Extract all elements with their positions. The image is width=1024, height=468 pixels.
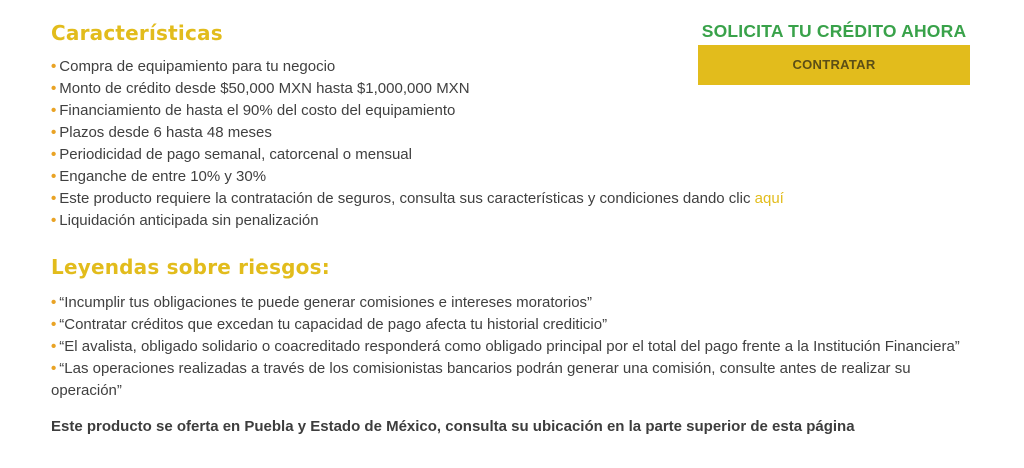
list-item: • “Incumplir tus obligaciones te puede generar comisiones e intereses moratorios” (51, 294, 593, 311)
bullet-icon: • (51, 212, 57, 229)
list-item: • Compra de equipamiento para tu negocio (51, 58, 336, 75)
list-item: • Monto de crédito desde $50,000 MXN hasta $1,000,000 MXN (51, 80, 470, 97)
list-item: • Enganche de entre 10% y 30% (51, 168, 267, 185)
bullet-icon: • (51, 190, 57, 207)
list-item: • “Contratar créditos que excedan tu capacidad de pago afecta tu historial crediticio” (51, 316, 608, 333)
risks-title: Leyendas sobre riesgos: (51, 255, 330, 279)
coverage-note: Este producto se oferta en Puebla y Estado de México, consulta su ubicación en la parte superior de esta página (51, 418, 855, 435)
list-item: • Liquidación anticipada sin penalización (51, 212, 319, 229)
risks-list (51, 292, 981, 402)
list-item: • “Las operaciones realizadas a través de los comisionistas bancarios podrán generar una comisión, consulte antes de realizar su operación” (51, 360, 911, 399)
bullet-icon: • (51, 316, 57, 333)
bullet-icon: • (51, 168, 57, 185)
cta-panel (698, 18, 970, 85)
list-item: • Plazos desde 6 hasta 48 meses (51, 124, 272, 141)
list-item: • “El avalista, obligado solidario o coacreditado responderá como obligado principal por el total del pago frente a la Institución Financiera” (51, 338, 960, 355)
list-item: • Este producto requiere la contratación de seguros, consulta sus características y condiciones dando clic aquí (51, 190, 784, 207)
bullet-icon: • (51, 102, 57, 119)
bullet-icon: • (51, 294, 57, 311)
contratar-button[interactable]: CONTRATAR (698, 45, 970, 85)
bullet-icon: • (51, 124, 57, 141)
bullet-icon: • (51, 338, 57, 355)
list-item: • Periodicidad de pago semanal, catorcenal o mensual (51, 146, 412, 163)
list-item: • Financiamiento de hasta el 90% del costo del equipamiento (51, 102, 456, 119)
bullet-icon: • (51, 80, 57, 97)
bullet-icon: • (51, 58, 57, 75)
features-title: Características (51, 21, 223, 45)
insurance-link[interactable]: aquí (754, 190, 784, 207)
cta-title: SOLICITA TU CRÉDITO AHORA (701, 21, 967, 41)
bullet-icon: • (51, 146, 57, 163)
bullet-icon: • (51, 360, 57, 377)
